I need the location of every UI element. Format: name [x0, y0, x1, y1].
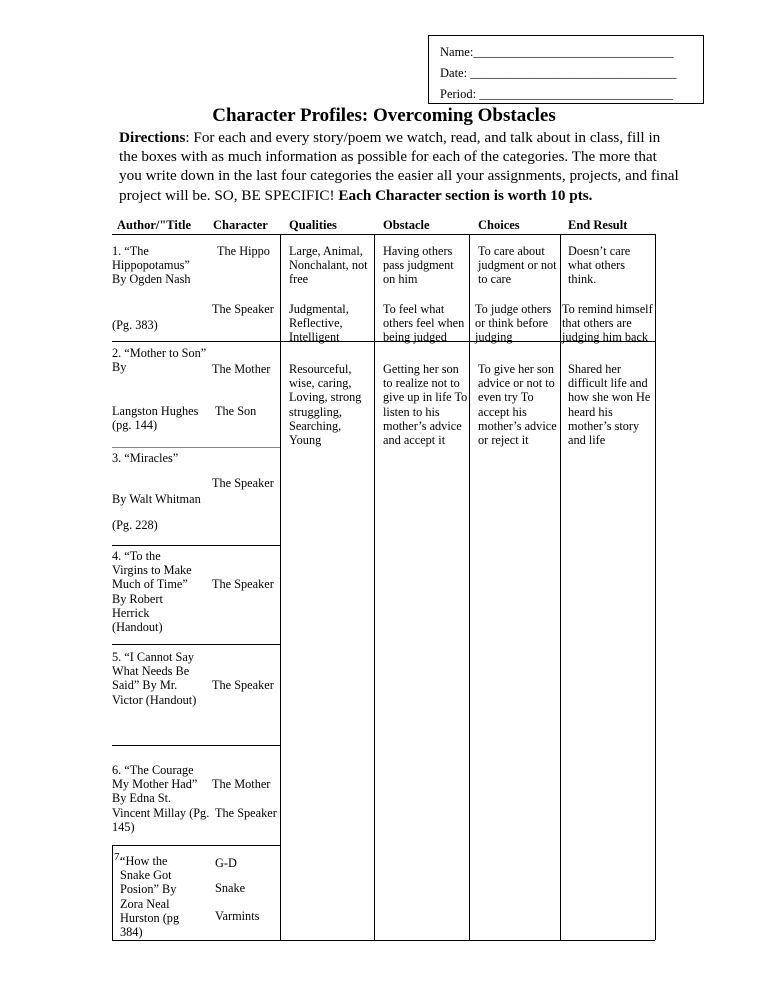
row3-page: (Pg. 228) [112, 518, 158, 532]
row-divider [112, 940, 655, 941]
row1-end-result-1: Doesn’t care what others think. [568, 244, 631, 287]
directions-points-note: Each Character section is worth 10 pts. [338, 186, 593, 204]
row1-obstacle-2: To feel what others feel when being judged [383, 302, 465, 345]
row3-author: By Walt Whitman [112, 492, 201, 506]
row1-end-result-2: To remind himself that others are judging him back [562, 302, 653, 345]
row2-choices: To give her son advice or not to even try To accept his mother’s advice or reject it [478, 362, 557, 448]
header-end-result: End Result [568, 218, 628, 232]
row6-character-2: The Speaker [215, 806, 277, 820]
header-qualities: Qualities [289, 218, 337, 232]
row2-character-2: The Son [215, 404, 257, 418]
directions-label: Directions [119, 129, 186, 146]
header-underline [112, 234, 655, 235]
row2-qualities: Resourceful, wise, caring, Loving, strong struggling, Searching, Young [289, 362, 362, 448]
header-author-title: Author/"Title [117, 218, 192, 232]
row1-page: (Pg. 383) [112, 318, 158, 332]
student-info-box [428, 35, 704, 104]
header-character: Character [213, 218, 268, 232]
row-divider [112, 845, 280, 846]
row1-obstacle-1: Having others pass judgment on him [383, 244, 454, 287]
row2-obstacle: Getting her son to realize not to give up in life To listen to his mother’s advice and accept it [383, 362, 468, 448]
row-divider [112, 745, 280, 746]
row3-title: 3. “Miracles” [112, 451, 179, 465]
column-divider [374, 234, 375, 940]
row1-character-2: The Speaker [212, 302, 274, 316]
row1-author [112, 244, 204, 287]
row1-title: 1. “The Hippopotamus” By Ogden Nash [112, 244, 191, 287]
page-title: Character Profiles: Overcoming Obstacles [212, 105, 556, 126]
row6-title-author: 6. “The Courage My Mother Had” By Edna St. Vincent Millay (Pg. 145) [112, 763, 210, 834]
row2-character-1: The Mother [212, 362, 271, 376]
row1-choices-2: To judge others or think before judging [475, 302, 552, 345]
row-divider [112, 644, 280, 645]
row-divider [112, 447, 280, 448]
row-divider [112, 545, 280, 546]
directions-text: : For each and every story/poem we watch, read, and talk about in class, fill in the boxes with as much information as possible for each of the categories. The more that you write down in the last four categories the easier all your assignments, projects, and final project will be. SO, BE SPECIFIC! [119, 129, 679, 204]
row5-character-1: The Speaker [212, 678, 274, 692]
period-field[interactable]: Period: _______________________________ [440, 87, 673, 101]
row3-character-1: The Speaker [212, 476, 274, 490]
row1-qualities-2: Judgmental, Reflective, Intelligent [289, 302, 349, 345]
row7-left-border [112, 845, 113, 940]
row4-character-1: The Speaker [212, 577, 274, 591]
row1-choices-1: To care about judgment or not to care [478, 244, 557, 287]
row7-character-1: G-D [215, 856, 237, 870]
column-divider [280, 234, 281, 940]
row7-character-3: Varmints [215, 909, 260, 923]
row2-end-result: Shared her difficult life and how she won He heard his mother’s story and life [568, 362, 651, 448]
row2-author: Langston Hughes (pg. 144) [112, 404, 199, 433]
row1-character-1: The Hippo [217, 244, 270, 258]
row7-number: 7. [114, 851, 123, 863]
row7-character-2: Snake [215, 881, 246, 895]
row2-title: 2. “Mother to Son” By [112, 346, 207, 375]
row1-qualities-1: Large, Animal, Nonchalant, not free [289, 244, 368, 287]
header-obstacle: Obstacle [383, 218, 430, 232]
row6-character-1: The Mother [212, 777, 271, 791]
header-choices: Choices [478, 218, 520, 232]
row4-title-author: 4. “To the Virgins to Make Much of Time” By Robert Herrick (Handout) [112, 549, 192, 635]
row5-title-author: 5. “I Cannot Say What Needs Be Said” By Mr. Victor (Handout) [112, 650, 197, 707]
name-field[interactable]: Name:________________________________ [440, 45, 674, 59]
date-field[interactable]: Date: _________________________________ [440, 66, 677, 80]
directions-paragraph [119, 128, 679, 205]
row7-title-author: “How the Snake Got Posion” By Zora Neal Hurston (pg 384) [120, 854, 180, 940]
